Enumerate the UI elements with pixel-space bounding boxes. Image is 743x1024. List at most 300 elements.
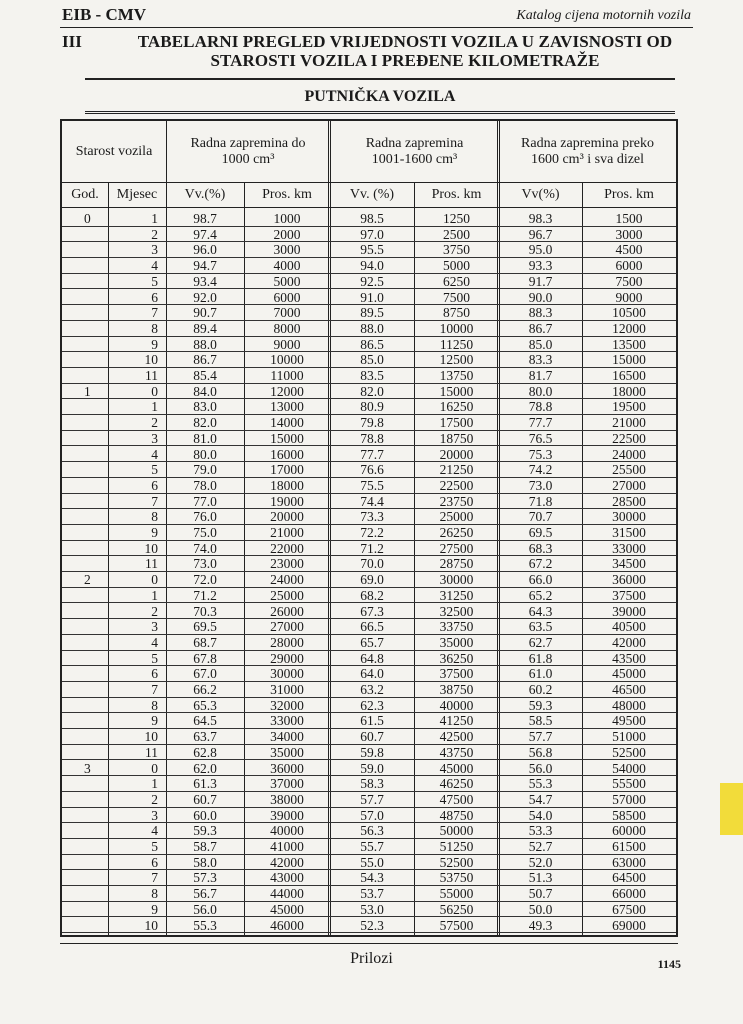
cell-avg-km: 4500 (615, 242, 643, 258)
table-row (62, 808, 676, 824)
header-engine-medium: Radna zapremina 1001-1600 cm³ (365, 135, 464, 167)
cell-value-pct: 69.0 (360, 572, 384, 588)
cell-avg-km: 55500 (612, 776, 646, 792)
cell-month: 7 (151, 305, 158, 321)
cell-year (62, 776, 108, 791)
table-row (62, 258, 676, 274)
cell-value-pct: 98.7 (193, 211, 217, 226)
cell-avg-km: 61500 (612, 839, 646, 854)
table-row (62, 745, 676, 761)
cell-value-pct: 84.0 (193, 383, 217, 399)
cell-avg-km: 52500 (439, 854, 474, 870)
cell-year (62, 808, 108, 823)
cell-month: 4 (151, 258, 158, 274)
cell-month: 3 (151, 807, 158, 823)
cell-value-pct: 54.0 (528, 807, 553, 823)
cell-avg-km: 58500 (612, 807, 646, 823)
cell-month: 0 (151, 383, 158, 399)
cell-avg-km: 16500 (612, 368, 646, 383)
cell-avg-km: 18750 (439, 430, 474, 446)
cell-value-pct: 64.5 (193, 713, 217, 729)
table-row (62, 761, 676, 777)
table-row (62, 352, 676, 368)
cell-value-pct: 74.0 (193, 540, 217, 556)
cell-value-pct: 57.0 (360, 807, 384, 823)
cell-value-pct: 96.0 (193, 242, 217, 258)
cell-avg-km: 29000 (270, 650, 304, 666)
cell-avg-km: 8750 (443, 305, 470, 321)
cell-value-pct: 53.3 (528, 823, 553, 839)
cell-avg-km: 11000 (270, 368, 304, 383)
cell-year (62, 651, 108, 666)
cell-month: 5 (151, 650, 158, 666)
cell-value-pct: 64.0 (360, 666, 384, 682)
cell-value-pct: 56.7 (193, 886, 217, 902)
cell-avg-km: 46250 (439, 776, 474, 792)
cell-value-pct: 73.3 (360, 509, 384, 525)
cell-avg-km: 7500 (443, 289, 470, 305)
cell-avg-km: 5000 (273, 273, 301, 289)
table-sub-header-row (62, 182, 676, 208)
cell-year (62, 604, 108, 619)
cell-value-pct: 80.9 (360, 399, 384, 415)
table-row (62, 337, 676, 353)
header-left: EIB - CMV (62, 5, 147, 24)
cell-year (62, 368, 108, 383)
cell-avg-km: 53750 (439, 870, 474, 886)
table-group-header-row (62, 121, 676, 182)
cell-value-pct: 89.4 (193, 320, 217, 336)
cell-value-pct: 89.5 (360, 305, 384, 321)
cell-avg-km: 21000 (270, 525, 304, 540)
cell-year (62, 274, 108, 289)
cell-value-pct: 55.0 (360, 854, 384, 870)
cell-value-pct: 96.7 (528, 226, 553, 242)
cell-value-pct: 86.7 (528, 320, 553, 336)
cell-value-pct: 56.0 (528, 760, 553, 776)
cell-avg-km: 19500 (612, 399, 646, 415)
cell-avg-km: 40500 (612, 619, 646, 635)
cell-avg-km: 25000 (270, 587, 304, 603)
cell-year (62, 886, 108, 901)
cell-value-pct: 61.3 (193, 776, 217, 792)
subtitle-rule-top (85, 78, 675, 80)
cell-avg-km: 22500 (439, 477, 474, 493)
cell-avg-km: 43750 (439, 744, 474, 760)
cell-avg-km: 5000 (443, 258, 470, 274)
footer-rule (60, 943, 678, 944)
cell-value-pct: 56.0 (193, 901, 217, 917)
cell-year (62, 556, 108, 571)
cell-value-pct: 95.0 (528, 242, 553, 258)
cell-avg-km: 30000 (270, 666, 304, 682)
cell-value-pct: 59.0 (360, 760, 384, 776)
subheader-year: God. (71, 187, 99, 202)
cell-month: 9 (151, 336, 158, 352)
cell-avg-km: 6000 (615, 258, 643, 274)
table-row (62, 431, 676, 447)
cell-value-pct: 79.0 (193, 462, 217, 478)
cell-avg-km: 41250 (439, 713, 474, 729)
cell-avg-km: 25000 (439, 509, 474, 525)
cell-year: 3 (84, 760, 91, 776)
cell-value-pct: 66.2 (193, 682, 217, 697)
cell-year (62, 745, 108, 760)
cell-year (62, 635, 108, 650)
cell-avg-km: 22500 (612, 430, 646, 446)
cell-value-pct: 65.7 (360, 634, 384, 650)
cell-value-pct: 92.5 (360, 273, 384, 289)
cell-value-pct: 63.7 (193, 729, 217, 745)
cell-value-pct: 62.0 (193, 760, 217, 776)
cell-avg-km: 47500 (439, 791, 474, 807)
cell-avg-km: 16000 (270, 446, 304, 462)
table-row (62, 792, 676, 808)
header-engine-large: Radna zapremina preko 1600 cm³ i sva dizel (521, 135, 654, 167)
cell-value-pct: 78.8 (528, 399, 553, 415)
cell-year (62, 305, 108, 320)
cell-value-pct: 67.8 (193, 650, 217, 666)
subheader-avg-km: Pros. km (604, 187, 654, 202)
cell-year: 0 (84, 211, 91, 226)
table-row (62, 651, 676, 667)
cell-month: 1 (151, 776, 158, 792)
cell-avg-km: 46000 (270, 917, 304, 933)
cell-value-pct: 71.2 (193, 587, 217, 603)
cell-value-pct: 65.2 (528, 587, 553, 603)
cell-avg-km: 63000 (612, 854, 646, 870)
cell-value-pct: 54.3 (360, 870, 384, 886)
cell-avg-km: 38750 (439, 682, 474, 697)
cell-avg-km: 34500 (612, 556, 646, 572)
table-row (62, 478, 676, 494)
cell-month: 4 (151, 446, 158, 462)
table-row (62, 729, 676, 745)
cell-avg-km: 37500 (439, 666, 474, 682)
cell-avg-km: 60000 (612, 823, 646, 839)
cell-avg-km: 30000 (439, 572, 474, 588)
cell-year (62, 258, 108, 273)
cell-avg-km: 48000 (612, 697, 646, 713)
value-table (60, 119, 678, 937)
cell-value-pct: 80.0 (193, 446, 217, 462)
cell-month: 10 (144, 540, 158, 556)
cell-value-pct: 57.7 (528, 729, 553, 745)
cell-value-pct: 82.0 (193, 415, 217, 431)
cell-avg-km: 31500 (612, 525, 646, 540)
cell-avg-km: 37000 (270, 776, 304, 792)
header-engine-small: Radna zapremina do 1000 cm³ (190, 135, 306, 167)
cell-avg-km: 11250 (439, 336, 474, 352)
cell-value-pct: 59.3 (528, 697, 553, 713)
cell-avg-km: 33000 (612, 540, 646, 556)
cell-value-pct: 69.5 (193, 619, 217, 635)
cell-year (62, 321, 108, 336)
cell-avg-km: 44000 (270, 886, 304, 902)
cell-avg-km: 4000 (273, 258, 301, 274)
cell-value-pct: 88.3 (528, 305, 553, 321)
cell-value-pct: 52.7 (528, 839, 553, 854)
cell-value-pct: 60.7 (360, 729, 384, 745)
cell-month: 5 (151, 273, 158, 289)
cell-value-pct: 62.3 (360, 697, 384, 713)
cell-avg-km: 21000 (612, 415, 646, 431)
cell-avg-km: 27000 (270, 619, 304, 635)
cell-year (62, 588, 108, 603)
cell-value-pct: 85.0 (360, 352, 384, 368)
cell-year (62, 902, 108, 917)
cell-avg-km: 38000 (270, 791, 304, 807)
cell-value-pct: 54.7 (528, 791, 553, 807)
cell-year (62, 337, 108, 352)
cell-avg-km: 24000 (270, 572, 304, 588)
header-rule (60, 27, 693, 28)
cell-avg-km: 12500 (439, 352, 474, 368)
cell-avg-km: 49500 (612, 713, 646, 729)
cell-avg-km: 39000 (612, 603, 646, 619)
cell-month: 1 (151, 587, 158, 603)
cell-value-pct: 97.0 (360, 226, 384, 242)
cell-value-pct: 76.6 (360, 462, 384, 478)
cell-value-pct: 64.8 (360, 650, 384, 666)
cell-value-pct: 77.7 (528, 415, 553, 431)
cell-year (62, 870, 108, 885)
cell-year (62, 494, 108, 509)
cell-year (62, 698, 108, 713)
cell-value-pct: 81.0 (193, 430, 217, 446)
table-row (62, 399, 676, 415)
cell-avg-km: 42500 (439, 729, 474, 745)
cell-year (62, 823, 108, 838)
cell-value-pct: 76.0 (193, 509, 217, 525)
cell-avg-km: 33750 (439, 619, 474, 635)
cell-avg-km: 55000 (439, 886, 474, 902)
subheader-avg-km: Pros. km (431, 187, 482, 202)
cell-value-pct: 51.3 (528, 870, 553, 886)
cell-value-pct: 75.5 (360, 477, 384, 493)
cell-avg-km: 23750 (439, 493, 474, 509)
table-row (62, 776, 676, 792)
cell-year (62, 462, 108, 477)
table-row (62, 525, 676, 541)
cell-value-pct: 95.5 (360, 242, 384, 258)
cell-month: 3 (151, 242, 158, 258)
cell-value-pct: 60.2 (528, 682, 553, 697)
cell-avg-km: 26000 (270, 603, 304, 619)
cell-avg-km: 10000 (439, 320, 474, 336)
cell-value-pct: 98.5 (360, 211, 384, 226)
cell-avg-km: 32000 (270, 697, 304, 713)
table-row (62, 242, 676, 258)
cell-value-pct: 63.5 (528, 619, 553, 635)
table-row (62, 870, 676, 886)
cell-avg-km: 19000 (270, 493, 304, 509)
table-row (62, 384, 676, 400)
cell-value-pct: 64.3 (528, 603, 553, 619)
cell-avg-km: 6250 (443, 273, 470, 289)
cell-value-pct: 67.0 (193, 666, 217, 682)
cell-avg-km: 17500 (439, 415, 474, 431)
subheader-month: Mjesec (116, 187, 158, 202)
cell-value-pct: 50.0 (528, 901, 553, 917)
cell-year (62, 399, 108, 414)
cell-value-pct: 67.3 (360, 603, 384, 619)
cell-avg-km: 12000 (612, 320, 646, 336)
table-row (62, 886, 676, 902)
cell-month: 11 (145, 556, 158, 572)
table-row (62, 666, 676, 682)
cell-avg-km: 48750 (439, 807, 474, 823)
cell-month: 7 (151, 870, 158, 886)
cell-value-pct: 50.7 (528, 886, 553, 902)
cell-avg-km: 23000 (270, 556, 304, 572)
cell-avg-km: 7500 (615, 273, 643, 289)
cell-year (62, 839, 108, 854)
cell-avg-km: 2500 (443, 226, 470, 242)
cell-value-pct: 93.4 (193, 273, 217, 289)
cell-month: 6 (151, 477, 158, 493)
header-age: Starost vozila (75, 143, 153, 159)
cell-month: 6 (151, 666, 158, 682)
cell-value-pct: 94.7 (193, 258, 217, 274)
cell-avg-km: 3750 (443, 242, 470, 258)
cell-value-pct: 58.7 (193, 839, 217, 854)
cell-year (62, 227, 108, 242)
cell-avg-km: 9000 (615, 289, 643, 305)
cell-value-pct: 81.7 (528, 368, 553, 383)
table-row (62, 211, 676, 227)
cell-year (62, 713, 108, 728)
cell-value-pct: 71.2 (360, 540, 384, 556)
table-row (62, 494, 676, 510)
cell-avg-km: 39000 (270, 807, 304, 823)
cell-value-pct: 86.5 (360, 336, 384, 352)
table-row (62, 274, 676, 290)
cell-month: 10 (144, 917, 158, 933)
cell-value-pct: 98.3 (528, 211, 553, 226)
cell-value-pct: 68.2 (360, 587, 384, 603)
cell-value-pct: 59.8 (360, 744, 384, 760)
table-row (62, 305, 676, 321)
cell-year (62, 918, 108, 933)
table-row (62, 509, 676, 525)
cell-value-pct: 56.3 (360, 823, 384, 839)
cell-value-pct: 85.4 (193, 368, 217, 383)
cell-avg-km: 32500 (439, 603, 474, 619)
cell-avg-km: 13500 (612, 336, 646, 352)
cell-avg-km: 41000 (270, 839, 304, 854)
cell-avg-km: 1000 (273, 211, 301, 226)
cell-value-pct: 66.0 (528, 572, 553, 588)
cell-avg-km: 2000 (273, 226, 301, 242)
cell-value-pct: 86.7 (193, 352, 217, 368)
cell-month: 4 (151, 634, 158, 650)
cell-avg-km: 3000 (615, 226, 643, 242)
cell-avg-km: 16250 (439, 399, 474, 415)
cell-avg-km: 24000 (612, 446, 646, 462)
cell-value-pct: 70.3 (193, 603, 217, 619)
table-row (62, 839, 676, 855)
subheader-value-pct: Vv.(%) (184, 187, 226, 202)
cell-month: 1 (151, 399, 158, 415)
cell-avg-km: 1500 (615, 211, 643, 226)
cell-avg-km: 6000 (273, 289, 301, 305)
cell-value-pct: 77.0 (193, 493, 217, 509)
cell-value-pct: 62.8 (193, 744, 217, 760)
cell-value-pct: 93.3 (528, 258, 553, 274)
cell-avg-km: 28000 (270, 634, 304, 650)
cell-value-pct: 74.4 (360, 493, 384, 509)
cell-year: 1 (84, 383, 91, 399)
cell-value-pct: 70.7 (528, 509, 553, 525)
cell-value-pct: 79.8 (360, 415, 384, 431)
cell-month: 9 (151, 525, 158, 540)
cell-avg-km: 57000 (612, 791, 646, 807)
cell-value-pct: 55.7 (360, 839, 384, 854)
table-row (62, 368, 676, 384)
cell-avg-km: 27500 (439, 540, 474, 556)
cell-year (62, 509, 108, 524)
cell-avg-km: 52500 (612, 744, 646, 760)
cell-avg-km: 27000 (612, 477, 646, 493)
cell-value-pct: 82.0 (360, 383, 384, 399)
cell-value-pct: 57.7 (360, 791, 384, 807)
cell-value-pct: 83.5 (360, 368, 384, 383)
cell-value-pct: 76.5 (528, 430, 553, 446)
cell-year (62, 447, 108, 462)
table-row (62, 823, 676, 839)
table-row (62, 902, 676, 918)
cell-value-pct: 91.7 (528, 273, 553, 289)
cell-year (62, 682, 108, 697)
header-right: Katalog cijena motornih vozila (516, 8, 691, 23)
cell-value-pct: 71.8 (528, 493, 553, 509)
cell-avg-km: 69000 (612, 917, 646, 933)
cell-month: 8 (151, 320, 158, 336)
cell-avg-km: 15000 (439, 383, 474, 399)
cell-avg-km: 15000 (612, 352, 646, 368)
cell-month: 6 (151, 289, 158, 305)
cell-avg-km: 14000 (270, 415, 304, 431)
table-row (62, 619, 676, 635)
cell-value-pct: 85.0 (528, 336, 553, 352)
cell-value-pct: 59.3 (193, 823, 217, 839)
cell-value-pct: 72.2 (360, 525, 384, 540)
cell-avg-km: 15000 (270, 430, 304, 446)
cell-avg-km: 1250 (443, 211, 470, 226)
cell-avg-km: 42000 (612, 634, 646, 650)
cell-avg-km: 40000 (439, 697, 474, 713)
cell-avg-km: 10500 (612, 305, 646, 321)
section-number: III (62, 32, 82, 51)
cell-avg-km: 8000 (273, 320, 301, 336)
cell-month: 0 (151, 760, 158, 776)
cell-avg-km: 51250 (439, 839, 474, 854)
table-subtitle: PUTNIČKA VOZILA (304, 88, 456, 105)
cell-avg-km: 28750 (439, 556, 474, 572)
subheader-avg-km: Pros. km (262, 187, 312, 202)
page-title: TABELARNI PREGLED VRIJEDNOSTI VOZILA U ZAVISNOSTI OD STAROSTI VOZILA I PREĐENE KILOMETRAŽE (137, 32, 673, 70)
cell-avg-km: 54000 (612, 760, 646, 776)
cell-avg-km: 7000 (273, 305, 301, 321)
subheader-value-pct: Vv(%) (521, 187, 560, 202)
cell-avg-km: 26250 (439, 525, 474, 540)
cell-value-pct: 53.7 (360, 886, 384, 902)
subtitle-rule-bottom (85, 111, 675, 114)
cell-month: 11 (145, 744, 158, 760)
cell-value-pct: 83.3 (528, 352, 553, 368)
cell-value-pct: 97.4 (193, 226, 217, 242)
